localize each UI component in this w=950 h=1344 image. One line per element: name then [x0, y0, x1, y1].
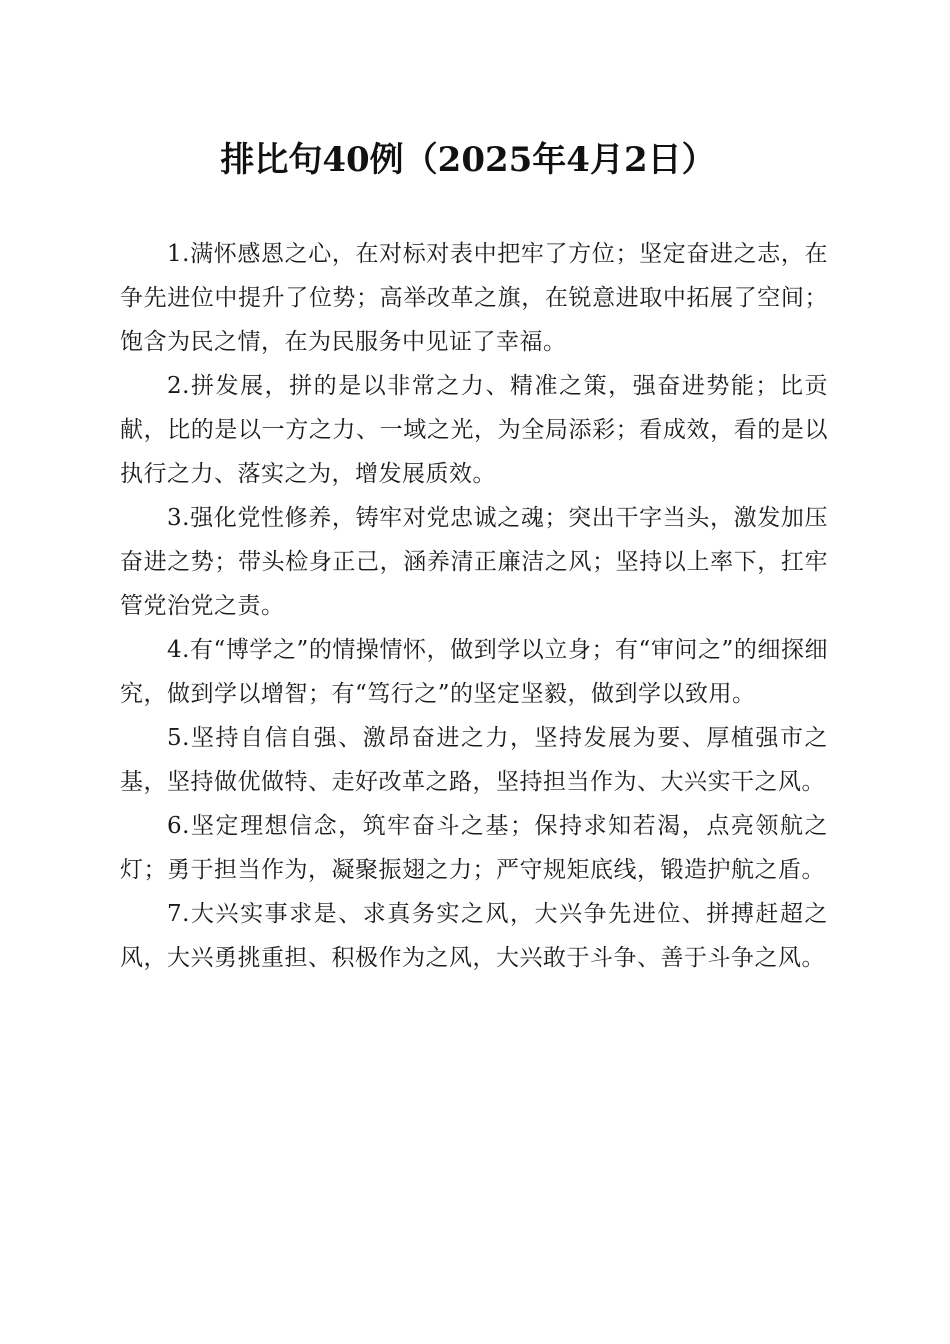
paragraph-1: 1.满怀感恩之心，在对标对表中把牢了方位；坚定奋进之志，在争先进位中提升了位势；高举改革之旗，在锐意进取中拓展了空间；饱含为民之情，在为民服务中见证了幸福。 — [120, 241, 828, 355]
paragraph-2: 2.拼发展，拼的是以非常之力、精准之策，强奋进势能；比贡献，比的是以一方之力、一域之光，为全局添彩；看成效，看的是以执行之力、落实之为，增发展质效。 — [120, 373, 828, 487]
paragraph-3: 3.强化党性修养，铸牢对党忠诚之魂；突出干字当头，激发加压奋进之势；带头检身正己，涵养清正廉洁之风；坚持以上率下，扛牢管党治党之责。 — [120, 505, 828, 619]
paragraph-4: 4.有“博学之”的情操情怀，做到学以立身；有“审问之”的细探细究，做到学以增智；有“笃行之”的坚定坚毅，做到学以致用。 — [120, 637, 828, 707]
document-title: 排比句40例（2025年4月2日） — [220, 140, 716, 180]
document-body — [120, 232, 828, 980]
paragraph-6: 6.坚定理想信念，筑牢奋斗之基；保持求知若渴，点亮领航之灯；勇于担当作为，凝聚振翅之力；严守规矩底线，锻造护航之盾。 — [120, 813, 828, 883]
paragraph-5: 5.坚持自信自强、激昂奋进之力，坚持发展为要、厚植强市之基，坚持做优做特、走好改革之路，坚持担当作为、大兴实干之风。 — [120, 725, 828, 795]
paragraph-7: 7.大兴实事求是、求真务实之风，大兴争先进位、拼搏赶超之风，大兴勇挑重担、积极作为之风，大兴敢于斗争、善于斗争之风。 — [120, 901, 828, 971]
